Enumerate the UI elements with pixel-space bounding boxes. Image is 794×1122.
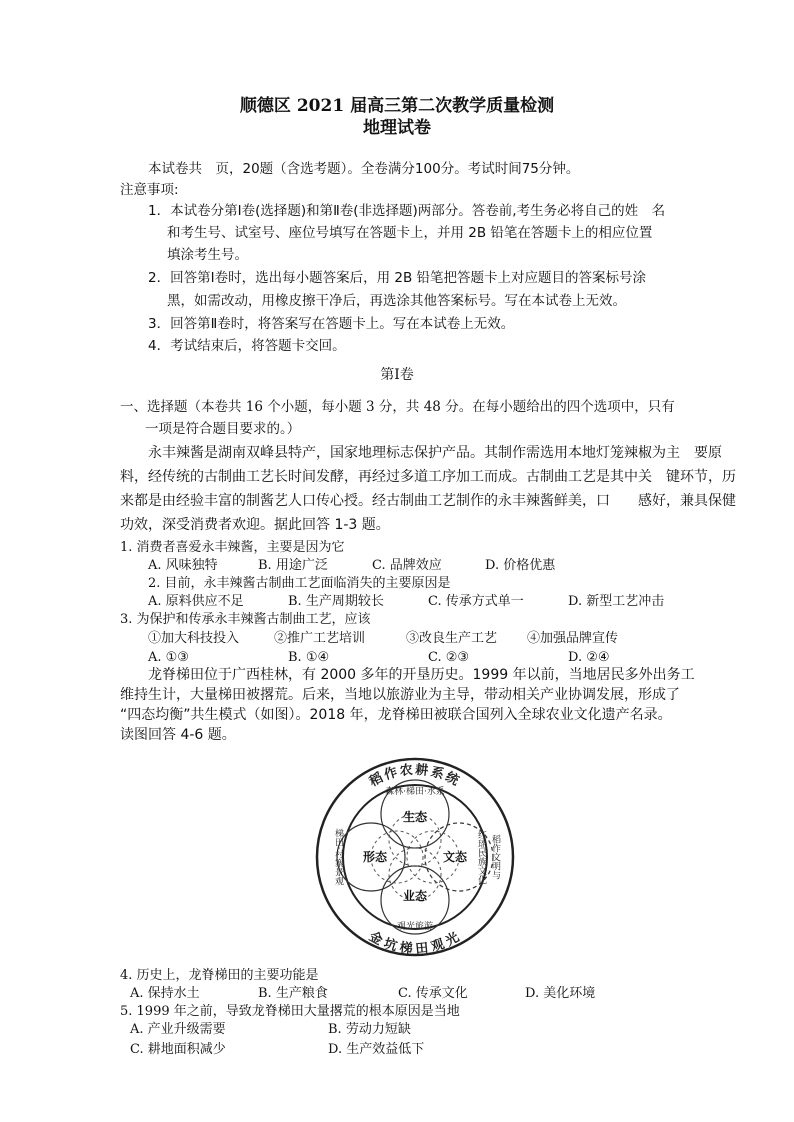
q4-option-a: A. 保持水土 [130, 986, 200, 1001]
q5-option-c: C. 耕地面积减少 [130, 1042, 226, 1057]
q3-option-d: D. ②④ [568, 650, 610, 665]
q3-item-3: ③改良生产工艺 [406, 631, 498, 646]
notice-heading: 注意事项: [120, 182, 179, 198]
q1-stem: 1. 消费者喜爱永丰辣酱，主要是因为它 [120, 540, 345, 555]
q5-option-d: D. 生产效益低下 [328, 1042, 425, 1057]
notice-1-line1: 1．本试卷分第Ⅰ卷(选择题)和第Ⅱ卷(非选择题)两部分。答卷前,考生务必将自己的姓 名 [148, 203, 666, 219]
q4-stem: 4. 历史上，龙脊梯田的主要功能是 [120, 968, 319, 983]
q3-option-b: B. ①④ [288, 650, 330, 665]
notice-3: 3．回答第Ⅱ卷时，将答案写在答题卡上。写在本试卷上无效。 [148, 316, 515, 332]
center-label-form: 形态 [362, 850, 388, 864]
passage1-line2: 料，经传统的古制曲工艺长时间发酵，再经过多道工序加工而成。古制曲工艺是其中关 键环节，历 [120, 469, 736, 485]
passage1-line4: 功效，深受消费者欢迎。据此回答 1-3 题。 [120, 517, 390, 533]
q2-option-c: C. 传承方式单一 [428, 594, 524, 609]
right-outer-label: 稻作文明与 [490, 834, 500, 880]
center-label-industry: 业态 [402, 889, 428, 903]
right-inner-label: 红瑶民族文化 [476, 830, 486, 884]
q5-option-a: A. 产业升级需要 [130, 1022, 226, 1037]
q2-stem: 2. 目前，永丰辣酱古制曲工艺面临消失的主要原因是 [148, 576, 451, 591]
notice-2-line2: 黑，如需改动，用橡皮擦干净后，再选涂其他答案标号。写在本试卷上无效。 [167, 293, 626, 309]
passage2-line2: 维持生计，大量梯田被撂荒。后来，当地以旅游业为主导，带动相关产业协调发展，形成了 [120, 687, 680, 703]
section-instructions-line1: 一、选择题（本卷共 16 个小题，每小题 3 分，共 48 分。在每小题给出的四个选项中，只有 [120, 399, 675, 415]
bottom-arc-label: 金坑梯田观光 [366, 929, 464, 958]
q5-stem: 5. 1999 年之前，导致龙脊梯田大量撂荒的根本原因是当地 [120, 1004, 460, 1019]
passage1-line3: 来都是由经验丰富的制酱艺人口传心授。经古制曲工艺制作的永丰辣酱鲜美，口 感好，兼具保健 [120, 493, 736, 509]
exam-subtitle: 地理试卷 [363, 118, 431, 138]
passage1-line1: 永丰辣酱是湖南双峰县特产，国家地理标志保护产品。其制作需选用本地灯笼辣椒为主 要原 [148, 445, 722, 461]
passage2-line3: “四态均衡”共生模式（如图）。2018 年，龙脊梯田被联合国列入全球农业文化遗产名录。 [120, 707, 672, 723]
exam-title: 顺德区 2021 届高三第二次教学质量检测 [239, 96, 555, 116]
top-arc-label: 稻作农耕系统 [367, 762, 463, 790]
q2-option-a: A. 原料供应不足 [148, 594, 244, 609]
q1-option-c: C. 品牌效应 [372, 558, 442, 573]
q4-option-d: D. 美化环境 [525, 986, 596, 1001]
q3-option-c: C. ②③ [428, 650, 470, 665]
notice-1-line3: 填涂考生号。 [167, 247, 248, 263]
q1-option-b: B. 用途广泛 [258, 558, 328, 573]
left-inner-label: 梯田·村寨景观 [333, 828, 343, 886]
q1-option-a: A. 风味独特 [148, 558, 218, 573]
notice-4: 4．考试结束后，将答题卡交回。 [148, 338, 346, 354]
notice-2-line1: 2．回答第Ⅰ卷时，选出每小题答案后，用 2B 铅笔把答题卡上对应题目的答案标号涂 [148, 270, 647, 286]
q3-item-2: ②推广工艺培训 [274, 631, 366, 646]
section-instructions-line2: 一项是符合题目要求的。） [145, 421, 301, 437]
q3-item-1: ①加大科技投入 [148, 631, 240, 646]
q4-option-b: B. 生产粮食 [258, 986, 328, 1001]
q2-option-d: D. 新型工艺冲击 [568, 594, 665, 609]
center-label-culture: 文态 [442, 850, 468, 864]
part1-heading: 第Ⅰ卷 [380, 367, 414, 383]
q3-option-a: A. ①③ [148, 650, 189, 665]
exam-summary: 本试卷共 页，20题（含选考题）。全卷满分100分。考试时间75分钟。 [148, 161, 580, 177]
notice-1-line2: 和考生号、试室号、座位号填写在答题卡上，并用 2B 铅笔在答题卡上的相应位置 [167, 225, 653, 241]
four-state-balance-diagram [315, 752, 515, 962]
q1-option-d: D. 价格优惠 [485, 558, 556, 573]
q3-stem: 3. 为保护和传承永丰辣酱古制曲工艺，应该 [120, 612, 371, 627]
q2-option-b: B. 生产周期较长 [288, 594, 384, 609]
q3-item-4: ④加强品牌宣传 [527, 631, 619, 646]
q5-option-b: B. 劳动力短缺 [328, 1022, 411, 1037]
bottom-inner-label: 观光旅游 [396, 922, 434, 932]
center-label-ecology: 生态 [402, 810, 428, 824]
passage2-line1: 龙脊梯田位于广西桂林，有 2000 多年的开垦历史。1999 年以前，当地居民多外出务工 [148, 667, 695, 683]
passage2-line4: 读图回答 4-6 题。 [120, 727, 236, 743]
q4-option-c: C. 传承文化 [398, 986, 468, 1001]
top-inner-label: 森林·梯田·水系 [385, 787, 445, 797]
